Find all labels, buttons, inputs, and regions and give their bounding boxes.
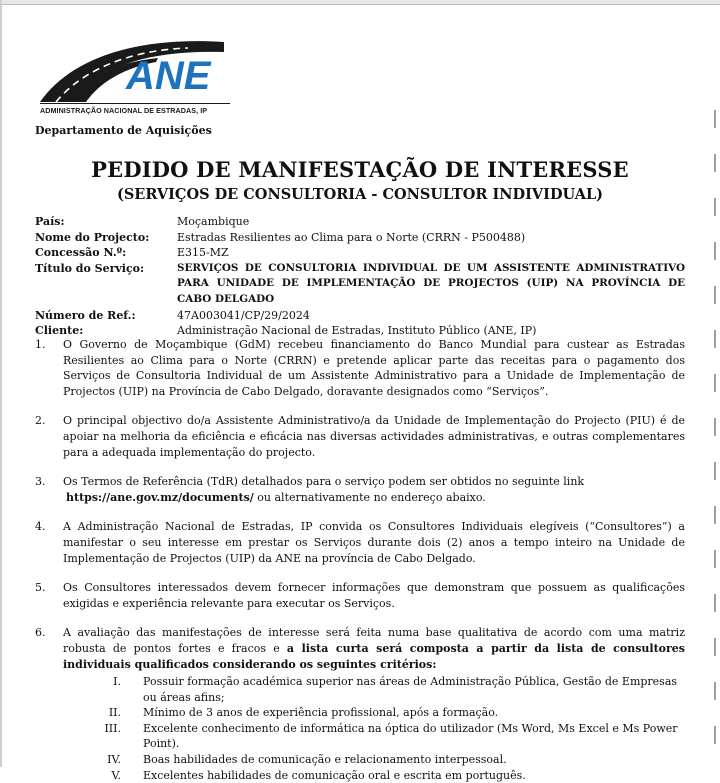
meta-label: Concessão N.º: — [35, 246, 127, 260]
department-label: Departamento de Aquisições — [35, 124, 212, 137]
documents-link[interactable]: https://ane.gov.mz/documents/ — [66, 490, 254, 504]
paragraph-5 — [35, 580, 685, 611]
criteria-number: I. — [113, 675, 121, 689]
paragraph-number: 2. — [35, 414, 46, 428]
paragraph-number: 3. — [35, 475, 46, 489]
meta-label: Número de Ref.: — [35, 308, 136, 322]
meta-row-country — [35, 214, 685, 230]
criteria-number: V. — [111, 768, 121, 782]
paragraph-1 — [35, 337, 685, 399]
criteria-item — [63, 721, 685, 752]
meta-label: Cliente: — [35, 324, 84, 338]
logo-underline — [40, 103, 230, 104]
ane-logo — [38, 32, 238, 115]
page-right-edge-marks — [714, 110, 716, 760]
criteria-text: Excelente conhecimento de informática na óptica do utilizador (Ms Word, Ms Excel e Ms Power Point). — [143, 721, 678, 751]
criteria-item — [63, 752, 685, 768]
paragraph-text: O principal objectivo do/a Assistente Administrativo/a da Unidade de Implementação do Projecto (PIU) é de apoiar na melhoria da eficiência e eficácia nas diversas actividades administrativas, e outras complementares para a adequada implementação do projecto. — [63, 414, 685, 459]
paragraph-text: A Administração Nacional de Estradas, IP convida os Consultores Individuais elegíveis (“Consultores”) a manifestar o seu interesse em prestar os Serviços durante dois (2) anos a tempo inteiro na Unidade de Implementação de Projectos (UIP) da ANE na província de Cabo Delgado. — [63, 520, 685, 565]
meta-row-service-title — [35, 261, 685, 308]
criteria-number: IV. — [107, 753, 121, 767]
criteria-item — [63, 705, 685, 721]
paragraph-number: 5. — [35, 581, 46, 595]
window-top-edge — [0, 0, 720, 5]
logo-subtitle: ADMINISTRAÇÃO NACIONAL DE ESTRADAS, IP — [40, 106, 208, 115]
paragraph-2 — [35, 413, 685, 460]
paragraph-text-continued: ou alternativamente no endereço abaixo. — [253, 490, 486, 504]
meta-value: 47A003041/CP/29/2024 — [177, 308, 310, 322]
criteria-item — [63, 674, 685, 705]
meta-row-project — [35, 230, 685, 246]
paragraph-text: Os Consultores interessados devem fornecer informações que demonstram que possuem as qualificações exigidas e experiência relevante para executar os Serviços. — [63, 581, 685, 610]
paragraph-number: 1. — [35, 338, 46, 351]
paragraph-3 — [35, 474, 685, 505]
meta-value: Moçambique — [177, 215, 250, 228]
criteria-item — [63, 768, 685, 783]
meta-value: E315-MZ — [177, 246, 229, 260]
page-subtitle: (SERVIÇOS DE CONSULTORIA - CONSULTOR INDIVIDUAL) — [116, 186, 604, 203]
criteria-text: Possuir formação académica superior nas áreas de Administração Pública, Gestão de Empresas ou áreas afins; — [143, 675, 678, 704]
meta-value: Estradas Resilientes ao Clima para o Norte (CRRN - P500488) — [177, 230, 526, 244]
meta-value: Administração Nacional de Estradas, Instituto Público (ANE, IP) — [177, 324, 537, 338]
criteria-number: III. — [104, 721, 121, 735]
criteria-text: Boas habilidades de comunicação e relacionamento interpessoal. — [143, 753, 507, 767]
paragraph-text: Os Termos de Referência (TdR) detalhados para o serviço podem ser obtidos no seguinte link — [63, 475, 585, 489]
criteria-number: II. — [108, 706, 121, 720]
meta-label: Título do Serviço: — [35, 261, 145, 275]
paragraph-text: A avaliação das manifestações de interesse será feita numa base qualitativa de acordo com uma matriz robusta de pontos fortes e fracos e — [63, 626, 685, 655]
logo-acronym: ANE — [126, 54, 211, 98]
page-title: PEDIDO DE MANIFESTAÇÃO DE INTERESSE — [91, 157, 629, 182]
paragraph-number: 4. — [35, 520, 46, 534]
road-swoosh-icon — [38, 32, 238, 104]
criteria-text: Mínimo de 3 anos de experiência profissional, após a formação. — [143, 706, 499, 720]
meta-label: País: — [35, 215, 65, 228]
meta-row-reference — [35, 308, 685, 324]
paragraph-6 — [35, 625, 685, 783]
meta-label: Nome do Projecto: — [35, 230, 150, 244]
paragraph-text: O Governo de Moçambique (GdM) recebeu financiamento do Banco Mundial para custear as Estradas Resilientes ao Clima para o Norte (CRRN) e pretende aplicar parte das receitas para o pagamento dos Serviços de Consultoria Individual de um Assistente Administrativo para a Unidade de Implementação de Projectos (UIP) na Província de Cabo Delgado, doravante designados como “Serviços”. — [63, 338, 685, 398]
criteria-text: Excelentes habilidades de comunicação oral e escrita em português. — [143, 768, 526, 782]
meta-row-grant — [35, 245, 685, 261]
paragraph-number: 6. — [35, 626, 46, 640]
project-info-block — [35, 214, 685, 339]
numbered-paragraphs — [35, 337, 685, 783]
paragraph-4 — [35, 519, 685, 566]
paragraph-text-bold: a lista curta será composta a partir da lista de consultores individuais qualificados considerando os seguintes critérios: — [63, 641, 685, 671]
meta-value: SERVIÇOS DE CONSULTORIA INDIVIDUAL DE UM ASSISTENTE ADMINISTRATIVO PARA UNIDADE DE IMPLEMENTAÇÃO DE PROJECTOS (UIP) NA PROVÍNCIA DE CABO DELGADO — [177, 261, 685, 305]
window-left-edge — [0, 0, 2, 767]
